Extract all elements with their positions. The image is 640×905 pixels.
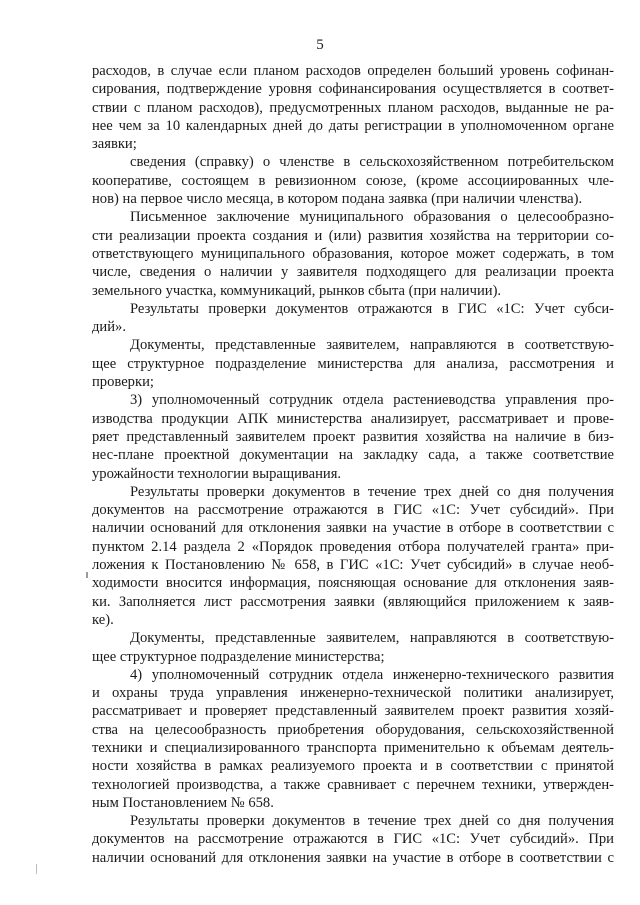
text-line: урожайности технологии выращивания. (92, 465, 342, 482)
text-line: технологией производства, а также сравнивает с перечнем техники, утвержден- (92, 776, 614, 793)
text-line: нес-плане проектной документации на закладку сада, а также соответствие (92, 447, 614, 464)
text-line: пунктом 2.14 раздела 2 «Порядок проведения отбора получателей гранта» при- (92, 538, 614, 555)
text-line: дий». (92, 319, 126, 336)
text-line: ным Постановлением № 658. (92, 794, 274, 811)
text-line: щее структурное подразделение министерства; (92, 648, 385, 665)
text-line: ке). (92, 611, 114, 628)
text-line: Результаты проверки документов отражаются в ГИС «1С: Учет субси- (130, 300, 614, 317)
text-line: рассматривает и проверяет представленный заявителем проект развития хозяй- (92, 703, 614, 720)
text-line: 3) уполномоченный сотрудник отдела растениеводства управления про- (130, 392, 614, 409)
text-line: изводства продукции АПК министерства анализирует, рассматривает и прове- (92, 410, 614, 427)
page-number: 5 (316, 37, 324, 53)
text-line: ствии с планом расходов), предусмотренных планом расходов, выданные не ра- (92, 99, 614, 116)
text-line: Документы, представленные заявителем, направляются в соответствую- (130, 630, 614, 647)
text-line: Результаты проверки документов в течение трех дней со дня получения (130, 813, 614, 830)
text-line: Результаты проверки документов в течение трех дней со дня получения (130, 483, 614, 500)
text-line: ходимости вносится информация, поясняющая основание для отклонения заяв- (92, 575, 614, 592)
text-line: ложения к Постановлению № 658, в ГИС «1С: Учет субсидий» в случае необ- (92, 557, 614, 574)
document-body (92, 62, 614, 867)
text-line: расходов, в случае если планом расходов определен больший уровень софинан- (92, 63, 614, 79)
text-line: наличии оснований для отклонения заявки на участие в отборе в соответствии с (92, 849, 614, 866)
text-line: нов) на первое число месяца, в котором подана заявка (при наличии членства). (92, 191, 583, 208)
text-line: числе, сведения о наличии у заявителя подходящего для реализации проекта (92, 264, 614, 281)
text-line: ки. Заполняется лист рассмотрения заявки (являющийся приложением к заяв- (92, 593, 614, 610)
text-line: наличии оснований для отклонения заявки на участие в отборе в соответствии с (92, 520, 614, 537)
text-line: техники и специализированного транспорта применительно к объемам деятель- (92, 739, 614, 756)
text-line: ответствующего муниципального образования, которое может содержать, в том (92, 245, 614, 262)
text-line: документов на рассмотрение отражаются в ГИС «1С: Учет субсидий». При (92, 831, 614, 848)
text-line: ства на целесообразность приобретения оборудования, сельскохозяйственной (92, 721, 614, 738)
text-line: проверки; (92, 374, 154, 391)
text-line: сирования, подтверждение уровня софинансирования осуществляется в соответ- (92, 81, 614, 98)
scan-artifact (86, 572, 88, 578)
text-line: Письменное заключение муниципального образования о целесообразно- (130, 209, 614, 226)
text-line: ности хозяйства в рамках реализуемого проекта и в соответствии с принятой (92, 758, 614, 775)
text-line: сведения (справку) о членстве в сельскохозяйственном потребительском (130, 154, 614, 171)
text-line: 4) уполномоченный сотрудник отдела инженерно-технического развития (130, 666, 614, 683)
text-line: Документы, представленные заявителем, направляются в соответствую- (130, 337, 614, 354)
text-line: документов на рассмотрение отражаются в ГИС «1С: Учет субсидий». При (92, 502, 614, 519)
text-line: заявки; (92, 136, 137, 153)
scan-artifact (36, 864, 37, 874)
text-line: нее чем за 10 календарных дней до даты регистрации в уполномоченном органе (92, 117, 614, 134)
text-line: кооперативе, состоящем в ревизионном союзе, (кроме ассоциированных чле- (92, 172, 614, 189)
text-line: и охраны труда управления инженерно-технической политики анализирует, (92, 685, 614, 702)
text-line: щее структурное подразделение министерства для анализа, рассмотрения и (92, 355, 614, 372)
text-line: сти реализации проекта создания и (или) развития хозяйства на территории со- (92, 227, 614, 244)
text-line: ряет представленный заявителем проект развития хозяйства на наличие в биз- (92, 428, 614, 445)
text-line: земельного участка, коммуникаций, рынков сбыта (при наличии). (92, 282, 502, 299)
